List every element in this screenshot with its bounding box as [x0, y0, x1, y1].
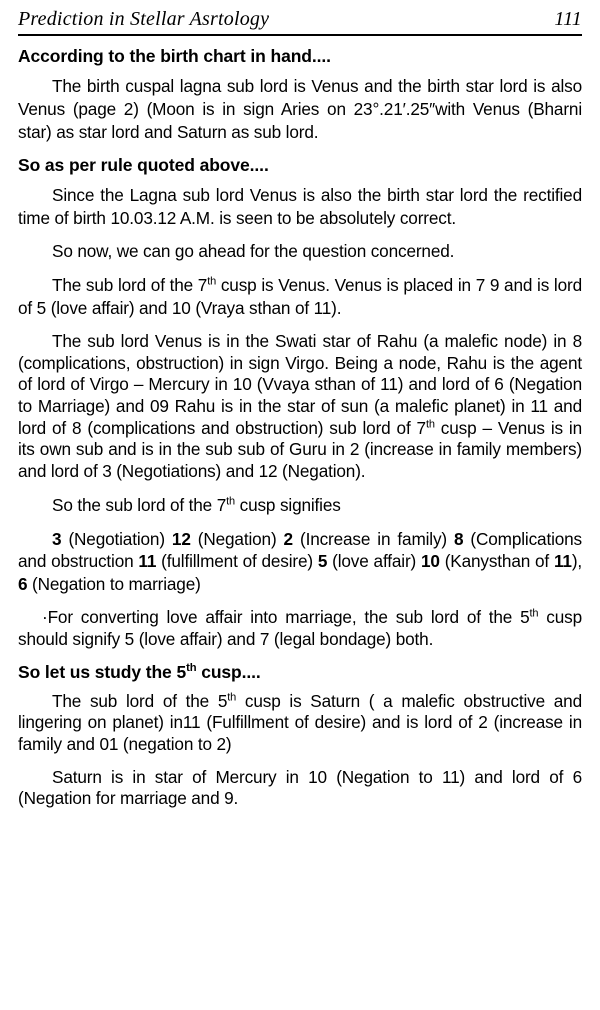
signify-number: 6 [18, 574, 28, 595]
section-heading-3-part-a: So let us study the 5 [18, 661, 187, 682]
signify-text: (Negation) [190, 528, 284, 549]
signify-number: 11 [138, 551, 157, 572]
running-header [18, 8, 582, 34]
ordinal-suffix: th [425, 417, 435, 430]
signify-text: (Negation to marriage) [27, 574, 201, 595]
paragraph-9: Saturn is in star of Mercury in 10 (Negation to 11) and lord of 6 (Negation for marriage and 9. [18, 766, 582, 809]
paragraph-5-part-b: cusp – Venus is in its own sub and is in the sub sub of Guru in 2 (increase in family members) and lord of 3 (Negotiations) and 12 (Negation). [18, 417, 583, 482]
paragraph-2: Since the Lagna sub lord Venus is also the birth star lord the rectified time of birth 10.03.12 A.M. is seen to be absolutely correct. [18, 184, 582, 228]
ordinal-suffix: th [529, 607, 539, 620]
paragraph-3: So now, we can go ahead for the question concerned. [52, 241, 455, 262]
signify-number: 3 [52, 528, 62, 549]
signify-number: 10 [421, 551, 440, 572]
paragraph-7-part-b: cusp should signify 5 (love affair) and 7 (legal bondage) both. [18, 607, 582, 649]
header-divider [18, 34, 582, 36]
signify-text: (fulfillment of desire) [156, 551, 318, 572]
section-heading-3 [18, 662, 582, 683]
ordinal-suffix: th [186, 661, 197, 674]
signifies-list [18, 528, 582, 597]
paragraph-8-part-b: cusp is Saturn ( a malefic obstructive and lingering on planet) in11 (Fulfillment of desire) and is lord of 2 (increase in family and 01 (negation to 2) [18, 690, 582, 754]
section-heading-2: So as per rule quoted above.... [18, 154, 269, 175]
signify-number: 11 [553, 551, 572, 572]
signify-number: 8 [453, 528, 464, 549]
paragraph-1: The birth cuspal lagna sub lord is Venus and the birth star lord is also Venus (page 2) (Moon is in sign Aries on 23°.21′.25″with Venus (Bharni star) as star lord and Saturn as sub lord. [18, 76, 582, 142]
section-heading-1: According to the birth chart in hand.... [18, 46, 331, 66]
paragraph-4-part-b: cusp is Venus. Venus is placed in 7 9 and is lord of 5 (love affair) and 10 (Vraya sthan of 11). [18, 275, 582, 319]
paragraph-7 [18, 607, 582, 650]
paragraph-8-part-a: The sub lord of the 5 [52, 690, 228, 711]
paragraph-5-part-a: The sub lord Venus is in the Swati star of Rahu (a malefic node) in 8 (complications, obstruction) in sign Virgo. Being a node, Rahu is the agent of lord of Virgo – Mercury in 10 (Vvaya sthan of 11) and lord of 6 (Negation to Marriage) and 09 Rahu is in the star of sun (a malefic planet) in 11 and lord of 8 (complications and obstruction) sub lord of 7 [18, 331, 582, 438]
running-title: Prediction in Stellar Asrtology [18, 8, 270, 30]
paragraph-5 [18, 331, 582, 483]
signify-number: 12 [171, 528, 191, 549]
paragraph-6 [18, 494, 582, 517]
signify-text: (love affair) [327, 551, 421, 572]
page-number: 111 [554, 8, 582, 30]
signify-text: (Kanysthan of [439, 551, 554, 572]
ordinal-suffix: th [227, 690, 237, 703]
signify-number: 2 [283, 528, 293, 549]
section-heading-3-part-b: cusp.... [196, 661, 261, 682]
paragraph-6-part-b: cusp signifies [235, 494, 341, 515]
paragraph-7-part-a: ·For converting love affair into marriage, the sub lord of the 5 [42, 607, 530, 628]
paragraph-4 [18, 274, 582, 320]
signify-text: ), [571, 551, 583, 572]
signify-text: (Increase in family) [292, 528, 454, 549]
signify-text: (Complications and obstruction [18, 528, 582, 572]
paragraph-8 [18, 691, 582, 756]
paragraph-6-part-a: So the sub lord of the 7 [52, 494, 227, 515]
ordinal-suffix: th [226, 494, 235, 507]
paragraph-4-part-a: The sub lord of the 7 [52, 275, 208, 296]
ordinal-suffix: th [207, 275, 217, 288]
signify-number: 5 [317, 551, 328, 572]
signify-text: (Negotiation) [61, 528, 172, 549]
